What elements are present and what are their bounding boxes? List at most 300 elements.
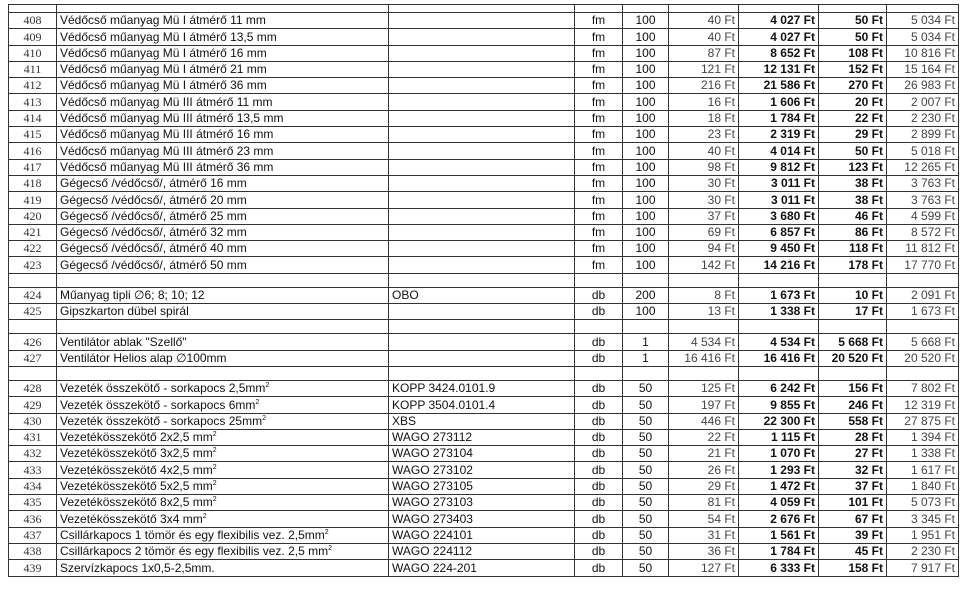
product-code-cell: XBS (389, 413, 575, 429)
table-row (9, 560, 959, 576)
unit-cell: fm (575, 13, 623, 29)
quantity-cell: 50 (623, 397, 669, 413)
total-gross-cell: 2 899 Ft (887, 127, 959, 143)
empty-cell (623, 366, 669, 380)
product-code-cell: WAGO 273105 (389, 478, 575, 494)
quantity-cell: 100 (623, 61, 669, 77)
product-code-cell: KOPP 3504.0101.4 (389, 397, 575, 413)
item-name-cell (57, 380, 389, 396)
total-gross-cell: 5 034 Ft (887, 29, 959, 45)
empty-cell (575, 320, 623, 334)
row-number-cell: 419 (9, 192, 57, 208)
spacer-row (9, 366, 959, 380)
unit-price-gross-cell: 101 Ft (819, 495, 887, 511)
total-price-cell: 4 534 Ft (739, 334, 819, 350)
empty-cell (669, 366, 739, 380)
total-price-cell: 6 857 Ft (739, 224, 819, 240)
row-number-cell: 436 (9, 511, 57, 527)
table-row (9, 175, 959, 191)
table-row (9, 45, 959, 61)
superscript-exponent: 2 (255, 398, 260, 406)
product-code-cell (389, 61, 575, 77)
superscript-exponent: 2 (212, 480, 217, 488)
unit-price-gross-cell: 20 Ft (819, 94, 887, 110)
total-price-cell: 3 011 Ft (739, 192, 819, 208)
table-row (9, 143, 959, 159)
quantity-cell: 100 (623, 241, 669, 257)
total-gross-cell: 5 073 Ft (887, 495, 959, 511)
unit-cell: fm (575, 241, 623, 257)
total-price-cell: 1 472 Ft (739, 478, 819, 494)
item-name-text: Védőcső műanyag Mü III átmérő 11 mm (60, 94, 273, 109)
row-number-cell: 409 (9, 29, 57, 45)
item-name-text: Védőcső műanyag Mü I átmérő 11 mm (60, 13, 266, 28)
unit-cell: fm (575, 159, 623, 175)
total-price-cell: 1 784 Ft (739, 543, 819, 559)
item-name-cell (57, 78, 389, 94)
row-number-cell: 423 (9, 257, 57, 273)
product-code-cell: KOPP 3424.0101.9 (389, 380, 575, 396)
unit-price-cell: 22 Ft (669, 429, 739, 445)
table-row (9, 13, 959, 29)
row-number-cell: 424 (9, 287, 57, 303)
item-name-text: Gégecső /védőcső/, átmérő 32 mm (60, 225, 247, 240)
row-number-cell: 412 (9, 78, 57, 94)
total-gross-cell: 3 763 Ft (887, 192, 959, 208)
product-code-cell: WAGO 273112 (389, 429, 575, 445)
unit-price-cell: 40 Ft (669, 29, 739, 45)
unit-cell: db (575, 287, 623, 303)
empty-cell (887, 273, 959, 287)
unit-price-cell: 94 Ft (669, 241, 739, 257)
empty-cell (575, 366, 623, 380)
quantity-cell: 50 (623, 543, 669, 559)
quantity-cell: 1 (623, 350, 669, 366)
superscript-exponent: 2 (212, 463, 217, 471)
item-name-text: Vezetékösszekötő 2x2,5 mm (60, 430, 213, 445)
total-gross-cell: 7 917 Ft (887, 560, 959, 576)
product-code-cell (389, 350, 575, 366)
item-name-cell (57, 304, 389, 320)
unit-price-cell: 127 Ft (669, 560, 739, 576)
table-row (9, 543, 959, 559)
total-gross-cell: 17 770 Ft (887, 257, 959, 273)
quantity-cell: 100 (623, 208, 669, 224)
total-gross-cell: 10 816 Ft (887, 45, 959, 61)
unit-price-gross-cell: 50 Ft (819, 143, 887, 159)
empty-cell (575, 5, 623, 13)
total-price-cell: 1 606 Ft (739, 94, 819, 110)
total-price-cell: 1 784 Ft (739, 110, 819, 126)
empty-cell (389, 273, 575, 287)
empty-cell (57, 5, 389, 13)
unit-cell: db (575, 543, 623, 559)
unit-cell: db (575, 511, 623, 527)
product-code-cell (389, 127, 575, 143)
row-number-cell: 434 (9, 478, 57, 494)
quantity-cell: 100 (623, 175, 669, 191)
product-code-cell (389, 159, 575, 175)
quantity-cell: 50 (623, 413, 669, 429)
quantity-cell: 50 (623, 462, 669, 478)
total-price-cell: 1 673 Ft (739, 287, 819, 303)
product-code-cell (389, 143, 575, 159)
total-gross-cell: 5 018 Ft (887, 143, 959, 159)
product-code-cell: OBO (389, 287, 575, 303)
table-row (9, 208, 959, 224)
unit-price-gross-cell: 558 Ft (819, 413, 887, 429)
row-number-cell: 428 (9, 380, 57, 396)
unit-cell: db (575, 429, 623, 445)
row-number-cell: 438 (9, 543, 57, 559)
item-name-text: Vezetékösszekötő 5x2,5 mm (60, 479, 213, 494)
table-row (9, 127, 959, 143)
row-number-cell: 417 (9, 159, 57, 175)
total-gross-cell: 2 230 Ft (887, 543, 959, 559)
row-number-cell: 418 (9, 175, 57, 191)
item-name-text: Gégecső /védőcső/, átmérő 40 mm (60, 241, 247, 256)
empty-cell (819, 5, 887, 13)
unit-price-gross-cell: 158 Ft (819, 560, 887, 576)
unit-price-cell: 98 Ft (669, 159, 739, 175)
unit-price-cell: 13 Ft (669, 304, 739, 320)
unit-price-cell: 8 Ft (669, 287, 739, 303)
row-number-cell: 420 (9, 208, 57, 224)
empty-cell (669, 320, 739, 334)
unit-price-cell: 121 Ft (669, 61, 739, 77)
unit-price-cell: 26 Ft (669, 462, 739, 478)
product-code-cell: WAGO 224-201 (389, 560, 575, 576)
total-gross-cell: 4 599 Ft (887, 208, 959, 224)
item-name-text: Védőcső műanyag Mü I átmérő 36 mm (60, 78, 267, 93)
item-name-cell (57, 446, 389, 462)
table-row (9, 257, 959, 273)
unit-price-gross-cell: 50 Ft (819, 29, 887, 45)
unit-price-cell: 21 Ft (669, 446, 739, 462)
table-row (9, 478, 959, 494)
unit-price-gross-cell: 108 Ft (819, 45, 887, 61)
table-row (9, 334, 959, 350)
item-name-cell (57, 45, 389, 61)
row-number-cell: 410 (9, 45, 57, 61)
quantity-cell: 100 (623, 159, 669, 175)
unit-cell: fm (575, 78, 623, 94)
row-number-cell: 425 (9, 304, 57, 320)
superscript-exponent: 2 (212, 447, 217, 455)
item-name-cell (57, 397, 389, 413)
empty-cell (819, 273, 887, 287)
total-price-cell: 1 561 Ft (739, 527, 819, 543)
empty-cell (887, 320, 959, 334)
unit-cell: fm (575, 143, 623, 159)
quantity-cell: 100 (623, 127, 669, 143)
total-gross-cell: 3 763 Ft (887, 175, 959, 191)
empty-cell (9, 5, 57, 13)
total-gross-cell: 1 338 Ft (887, 446, 959, 462)
unit-cell: fm (575, 61, 623, 77)
row-number-cell: 433 (9, 462, 57, 478)
superscript-exponent: 2 (262, 414, 266, 422)
total-price-cell: 9 855 Ft (739, 397, 819, 413)
unit-price-cell: 87 Ft (669, 45, 739, 61)
empty-cell (623, 320, 669, 334)
unit-price-cell: 40 Ft (669, 143, 739, 159)
unit-price-cell: 81 Ft (669, 495, 739, 511)
quantity-cell: 1 (623, 334, 669, 350)
total-gross-cell: 2 007 Ft (887, 94, 959, 110)
item-name-text: Vezeték összekötő - sorkapocs 25mm (60, 413, 263, 428)
quantity-cell: 100 (623, 45, 669, 61)
unit-price-cell: 36 Ft (669, 543, 739, 559)
table-row (9, 397, 959, 413)
table-row (9, 350, 959, 366)
quantity-cell: 100 (623, 110, 669, 126)
unit-price-cell: 16 Ft (669, 94, 739, 110)
item-name-text: Védőcső műanyag Mü III átmérő 16 mm (60, 127, 274, 142)
row-number-cell: 408 (9, 13, 57, 29)
empty-cell (739, 273, 819, 287)
item-name-cell (57, 110, 389, 126)
item-name-text: Védőcső műanyag Mü III átmérő 23 mm (60, 143, 274, 158)
product-code-cell (389, 110, 575, 126)
item-name-cell (57, 462, 389, 478)
product-code-cell (389, 304, 575, 320)
unit-price-gross-cell: 29 Ft (819, 127, 887, 143)
product-code-cell (389, 13, 575, 29)
item-name-text: Vezetékösszekötő 4x2,5 mm (60, 462, 213, 477)
row-number-cell: 426 (9, 334, 57, 350)
product-code-cell (389, 29, 575, 45)
unit-price-gross-cell: 178 Ft (819, 257, 887, 273)
total-gross-cell: 1 951 Ft (887, 527, 959, 543)
item-name-cell (57, 543, 389, 559)
total-price-cell: 3 011 Ft (739, 175, 819, 191)
product-code-cell (389, 78, 575, 94)
total-gross-cell: 15 164 Ft (887, 61, 959, 77)
table-row (9, 287, 959, 303)
table-row (9, 380, 959, 396)
quantity-cell: 50 (623, 380, 669, 396)
unit-cell: db (575, 495, 623, 511)
unit-price-gross-cell: 39 Ft (819, 527, 887, 543)
product-code-cell: WAGO 273102 (389, 462, 575, 478)
total-gross-cell: 5 668 Ft (887, 334, 959, 350)
table-row (9, 159, 959, 175)
item-name-cell (57, 61, 389, 77)
unit-price-cell: 40 Ft (669, 13, 739, 29)
table-row (9, 446, 959, 462)
spacer-row (9, 273, 959, 287)
product-code-cell: WAGO 273403 (389, 511, 575, 527)
superscript-exponent: 2 (328, 545, 332, 553)
total-price-cell: 16 416 Ft (739, 350, 819, 366)
item-name-text: Vezetékösszekötő 8x2,5 mm (60, 495, 213, 510)
item-name-text: Szervízkapocs 1x0,5-2,5mm. (60, 560, 215, 575)
product-code-cell: WAGO 224101 (389, 527, 575, 543)
item-name-text: Ventilátor Helios alap ∅100mm (60, 350, 227, 365)
product-code-cell (389, 257, 575, 273)
item-name-cell (57, 127, 389, 143)
table-row (9, 78, 959, 94)
unit-price-gross-cell: 156 Ft (819, 380, 887, 396)
table-row (9, 304, 959, 320)
unit-price-gross-cell: 17 Ft (819, 304, 887, 320)
item-name-cell (57, 287, 389, 303)
item-name-cell (57, 13, 389, 29)
unit-cell: db (575, 350, 623, 366)
row-number-cell: 439 (9, 560, 57, 576)
unit-price-gross-cell: 32 Ft (819, 462, 887, 478)
total-price-cell: 3 680 Ft (739, 208, 819, 224)
total-price-cell: 14 216 Ft (739, 257, 819, 273)
table-row (9, 511, 959, 527)
total-gross-cell: 1 617 Ft (887, 462, 959, 478)
empty-cell (669, 273, 739, 287)
unit-price-cell: 69 Ft (669, 224, 739, 240)
quantity-cell: 100 (623, 257, 669, 273)
item-name-text: Vezetékösszekötő 3x4 mm (60, 511, 203, 526)
product-code-cell (389, 334, 575, 350)
item-name-text: Gégecső /védőcső/, átmérő 16 mm (60, 176, 247, 191)
product-code-cell: WAGO 273103 (389, 495, 575, 511)
row-number-cell: 432 (9, 446, 57, 462)
item-name-text: Védőcső műanyag Mü I átmérő 13,5 mm (60, 29, 277, 44)
empty-cell (57, 366, 389, 380)
unit-price-gross-cell: 5 668 Ft (819, 334, 887, 350)
empty-cell (9, 273, 57, 287)
unit-price-gross-cell: 118 Ft (819, 241, 887, 257)
unit-price-gross-cell: 22 Ft (819, 110, 887, 126)
unit-price-gross-cell: 123 Ft (819, 159, 887, 175)
item-name-cell (57, 334, 389, 350)
total-gross-cell: 20 520 Ft (887, 350, 959, 366)
item-name-text: Védőcső műanyag Mü III átmérő 13,5 mm (60, 111, 284, 126)
total-gross-cell: 2 091 Ft (887, 287, 959, 303)
unit-price-gross-cell: 27 Ft (819, 446, 887, 462)
product-code-cell: WAGO 224112 (389, 543, 575, 559)
total-gross-cell: 5 034 Ft (887, 13, 959, 29)
product-code-cell (389, 45, 575, 61)
price-list-table (8, 4, 959, 577)
row-number-cell: 427 (9, 350, 57, 366)
row-number-cell: 422 (9, 241, 57, 257)
unit-cell: db (575, 462, 623, 478)
unit-cell: fm (575, 127, 623, 143)
total-price-cell: 2 676 Ft (739, 511, 819, 527)
quantity-cell: 100 (623, 224, 669, 240)
item-name-cell (57, 192, 389, 208)
item-name-cell (57, 478, 389, 494)
quantity-cell: 100 (623, 29, 669, 45)
unit-price-gross-cell: 20 520 Ft (819, 350, 887, 366)
unit-price-gross-cell: 86 Ft (819, 224, 887, 240)
unit-cell: fm (575, 257, 623, 273)
quantity-cell: 50 (623, 446, 669, 462)
quantity-cell: 100 (623, 94, 669, 110)
quantity-cell: 100 (623, 13, 669, 29)
unit-price-cell: 142 Ft (669, 257, 739, 273)
item-name-text: Gégecső /védőcső/, átmérő 50 mm (60, 257, 247, 272)
spacer-row (9, 320, 959, 334)
quantity-cell: 100 (623, 304, 669, 320)
unit-price-gross-cell: 38 Ft (819, 175, 887, 191)
total-price-cell: 1 115 Ft (739, 429, 819, 445)
table-row (9, 29, 959, 45)
table-row (9, 94, 959, 110)
total-price-cell: 8 652 Ft (739, 45, 819, 61)
total-price-cell: 1 070 Ft (739, 446, 819, 462)
unit-cell: fm (575, 224, 623, 240)
unit-price-gross-cell: 246 Ft (819, 397, 887, 413)
total-gross-cell: 26 983 Ft (887, 78, 959, 94)
total-price-cell: 4 014 Ft (739, 143, 819, 159)
unit-price-gross-cell: 37 Ft (819, 478, 887, 494)
total-gross-cell: 1 840 Ft (887, 478, 959, 494)
empty-cell (623, 273, 669, 287)
item-name-text: Védőcső műanyag Mü I átmérő 21 mm (60, 62, 267, 77)
item-name-cell (57, 429, 389, 445)
quantity-cell: 50 (623, 511, 669, 527)
item-name-cell (57, 511, 389, 527)
superscript-exponent: 2 (324, 528, 329, 536)
row-number-cell: 421 (9, 224, 57, 240)
row-number-cell: 411 (9, 61, 57, 77)
total-gross-cell: 8 572 Ft (887, 224, 959, 240)
unit-price-cell: 4 534 Ft (669, 334, 739, 350)
empty-cell (389, 5, 575, 13)
table-row (9, 192, 959, 208)
unit-cell: db (575, 304, 623, 320)
product-code-cell (389, 224, 575, 240)
unit-price-gross-cell: 152 Ft (819, 61, 887, 77)
unit-price-gross-cell: 38 Ft (819, 192, 887, 208)
total-price-cell: 9 812 Ft (739, 159, 819, 175)
unit-price-cell: 197 Ft (669, 397, 739, 413)
total-gross-cell: 2 230 Ft (887, 110, 959, 126)
quantity-cell: 200 (623, 287, 669, 303)
item-name-text: Vezeték összekötő - sorkapocs 6mm (60, 397, 256, 412)
unit-cell: db (575, 380, 623, 396)
total-price-cell: 2 319 Ft (739, 127, 819, 143)
quantity-cell: 50 (623, 478, 669, 494)
item-name-cell (57, 495, 389, 511)
row-number-cell: 430 (9, 413, 57, 429)
item-name-cell (57, 257, 389, 273)
empty-cell (623, 5, 669, 13)
quantity-cell: 100 (623, 143, 669, 159)
total-price-cell: 4 027 Ft (739, 29, 819, 45)
unit-price-cell: 16 416 Ft (669, 350, 739, 366)
table-row (9, 429, 959, 445)
item-name-text: Vezetékösszekötő 3x2,5 mm (60, 446, 213, 461)
item-name-cell (57, 527, 389, 543)
item-name-text: Ventilátor ablak "Szellő" (60, 334, 187, 349)
unit-cell: fm (575, 110, 623, 126)
empty-cell (819, 366, 887, 380)
total-gross-cell: 27 875 Ft (887, 413, 959, 429)
unit-cell: db (575, 397, 623, 413)
quantity-cell: 100 (623, 192, 669, 208)
total-price-cell: 1 293 Ft (739, 462, 819, 478)
item-name-text: Vezeték összekötő - sorkapocs 2,5mm (60, 381, 266, 396)
item-name-cell (57, 241, 389, 257)
quantity-cell: 50 (623, 560, 669, 576)
item-name-cell (57, 143, 389, 159)
quantity-cell: 100 (623, 78, 669, 94)
empty-cell (739, 366, 819, 380)
unit-price-gross-cell: 46 Ft (819, 208, 887, 224)
unit-cell: fm (575, 208, 623, 224)
